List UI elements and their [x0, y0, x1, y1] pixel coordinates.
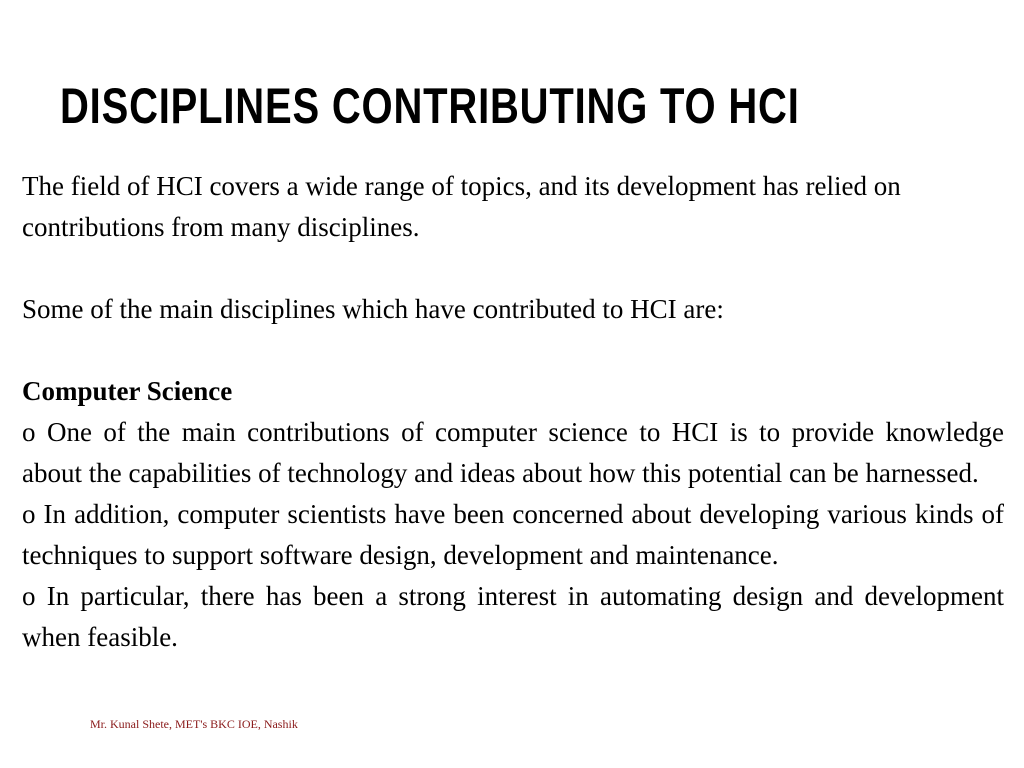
section-heading: Computer Science: [22, 376, 233, 406]
slide-body: [22, 166, 1004, 658]
spacer: [22, 248, 1004, 289]
bullet-item: o In particular, there has been a strong interest in automating design and development when feasible.: [22, 581, 1004, 652]
bullet-item: o One of the main contributions of computer science to HCI is to provide knowledge about the capabilities of technology and ideas about how this potential can be harnessed.: [22, 417, 1004, 488]
bullet-item: o In addition, computer scientists have been concerned about developing various kinds of techniques to support software design, development and maintenance.: [22, 499, 1004, 570]
intro-paragraph: The field of HCI covers a wide range of topics, and its development has relied on contributions from many disciplines.: [22, 171, 901, 242]
lead-paragraph: Some of the main disciplines which have contributed to HCI are:: [22, 294, 724, 324]
slide-title: DISCIPLINES CONTRIBUTING TO HCI: [60, 78, 800, 134]
footer-credit: Mr. Kunal Shete, MET's BKC IOE, Nashik: [90, 717, 298, 731]
spacer: [22, 330, 1004, 371]
